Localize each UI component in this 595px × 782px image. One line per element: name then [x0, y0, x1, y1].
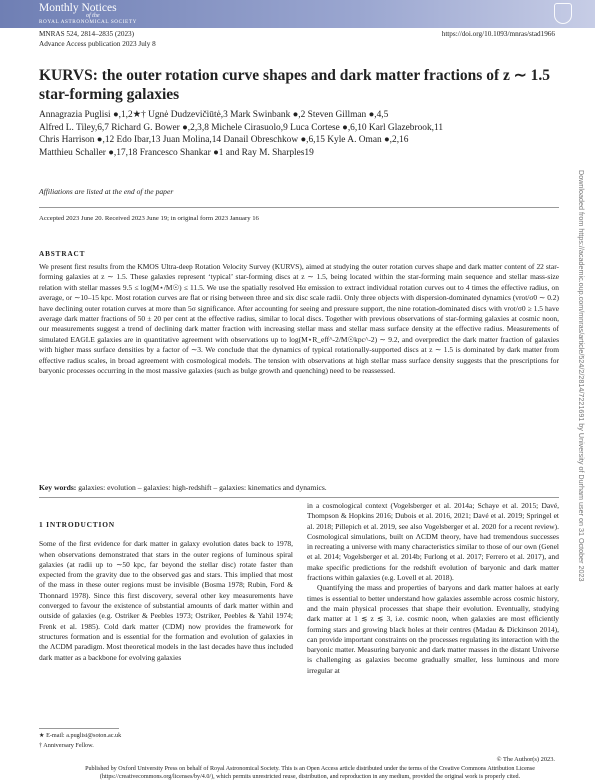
intro-paragraph: Quantifying the mass and properties of baryons and dark matter haloes at early times is essential to better understand how galaxies assemble across cosmic history, and the main physical processes that shape their evolution. Eventually, studying dark matter at 1 ≲ z ≲ 3, i.e. cosmic noon, when galaxies are most efficiently forming stars and growing black holes at their centres (Madau & Dickinson 2014), can provide important constraints on the processes regulating its interaction with the baryonic matter. Measuring baryonic and dark matter masses in the distant Universe is challenging as galaxies become gradually smaller, less luminous and more irregular at: [307, 583, 559, 675]
author-list: [39, 109, 569, 159]
dates-line: Accepted 2023 June 20. Received 2023 June 19; in original form 2023 January 16: [39, 215, 259, 222]
intro-paragraph: Some of the first evidence for dark matter in galaxy evolution dates back to 1978, when observations demonstrated that stars in the outer regions of luminous spiral galaxies (at radii up to ∼50 kpc, far beyond the stellar disc) rotate faster than expected from the gravity due to the observed gas and stars. This implied that most of the mass in these outer regions must be invisible (Bosma 1978; Rubin, Ford & Thonnard 1978). Since this first discovery, several other key measurements have converged to favour the existence of substantial amounts of dark matter within and outside of galaxies (e.g. Ostriker & Peebles 1973; Ostriker, Peebles & Yahil 1974; Frenk et al. 1985). Cold dark matter (CDM) now provides the framework for structures formation and is essential for the formation and evolution of galaxies in the ΛCDM paradigm. Most theoretical models in the last decades have thus included dark matter as a backbone for evolving galaxies: [39, 539, 293, 662]
society-crest-icon: [554, 3, 572, 24]
copyright: © The Author(s) 2023.: [496, 756, 555, 763]
download-sidebar: [577, 170, 587, 765]
abstract-text: We present first results from the KMOS Ultra-deep Rotation Velocity Survey (KURVS), aimed at studying the outer rotation curves shape and dark matter content of 22 star-forming galaxies at z ∼ 1.5. These galaxies represent ‘typical’ star-forming discs at z ∼ 1.5, being located within the star-forming main sequence and stellar mass-size relation with stellar masses 9.5 ≤ log(M⋆/M☉) ≤ 11.5. We use the spatially resolved Hα emission to extract individual rotation curves out to 4 times the effective radius, on average, or ∼10–15 kpc. Most rotation curves are flat or rising between three and six disc scale radii. Only three objects with dispersion-dominated dynamics (vrot/σ0 ∼ 0.2) have declining outer rotation curves at more than 5σ significance. After accounting for seeing and pressure support, the nine rotation-dominated discs with vrot/σ0 ≥ 1.5 have average dark matter fractions of 50 ± 20 per cent at the effective radius, similar to local discs. Together with previous observations of star-forming galaxies at cosmic noon, our measurements suggest a trend of declining dark matter fraction with increasing stellar mass and stellar mass surface density at the effective radius. Measurements of simulated EAGLE galaxies are in quantitative agreement with observations up to log(M⋆R_eff^-2/M☉kpc^-2) ∼ 9.2, and overpredict the dark matter fraction of galaxies with higher mass surface densities by a factor of ∼3. We conclude that the dynamics of typical rotationally-supported discs at z ∼ 1.5 is dominated by dark matter from effective radius scales, in broad agreement with cosmological models. The tension with observations at high stellar mass surface density suggests that the prescriptions for baryonic processes occurring in the most massive galaxies (such as bulge growth and quenching) need to be reassessed.: [39, 262, 559, 376]
footnote-fellow: † Anniversary Fellow.: [39, 742, 94, 749]
section-heading: 1 INTRODUCTION: [39, 520, 115, 529]
download-note: Downloaded from https://academic.oup.com/mnras/article/524/2/2814/7221691 by University of Durham user on 31 October 2023: [577, 170, 586, 582]
journal-of: of the: [86, 13, 100, 19]
advance-access: Advance Access publication 2023 July 8: [39, 40, 156, 48]
column-left: [39, 520, 293, 663]
journal-banner: [0, 0, 595, 28]
footnote-email[interactable]: ★ E-mail: a.puglisi@soton.ac.uk: [39, 732, 122, 739]
affiliations-note: Affiliations are listed at the end of the paper: [39, 187, 174, 196]
author-line: Matthieu Schaller ●,17,18 Francesco Shankar ●1 and Ray M. Sharples19: [39, 147, 314, 158]
keywords: [39, 483, 327, 492]
doi-link[interactable]: https://doi.org/10.1093/mnras/stad1966: [441, 30, 555, 38]
author-line: Annagrazia Puglisi ●,1,2★† Ugnė Dudzevičiūtė,3 Mark Swinbank ●,2 Steven Gillman ●,4,5: [39, 110, 389, 120]
keywords-label: Key words:: [39, 483, 77, 492]
column-right: [307, 501, 559, 676]
author-line: Alfred L. Tiley,6,7 Richard G. Bower ●,2,3,8 Michele Cirasuolo,9 Luca Cortese ●,6,10 Karl Glazebrook,11: [39, 122, 444, 133]
divider: [39, 497, 559, 498]
paper-title: KURVS: the outer rotation curve shapes and dark matter fractions of z ∼ 1.5 star-forming galaxies: [39, 67, 550, 103]
license-footer: Published by Oxford University Press on behalf of Royal Astronomical Society. This is an Open Access article distributed under the terms of the Creative Commons Attribution License (https://creativecommons.org/licenses/by/4.0/), which permits unrestricted reuse, distribution, and reproduction in any medium, provided the original work is properly cited.: [85, 766, 535, 781]
society-name: ROYAL ASTRONOMICAL SOCIETY: [39, 19, 137, 25]
author-line: Chris Harrison ●,12 Edo Ibar,13 Juan Molina,14 Danail Obreschkow ●,6,15 Kyle A. Oman ●,2,16: [39, 135, 409, 145]
abstract-heading: ABSTRACT: [39, 250, 86, 258]
citation: MNRAS 524, 2814–2835 (2023): [39, 30, 135, 38]
journal-name: Monthly Notices: [39, 2, 117, 14]
keywords-text: galaxies: evolution – galaxies: high-redshift – galaxies: kinematics and dynamics.: [78, 483, 327, 492]
footnote-divider: [39, 728, 119, 729]
intro-paragraph: in a cosmological context (Vogelsberger et al. 2014a; Schaye et al. 2015; Davé, Thompson & Hopkins 2016; Dubois et al. 2016, 2021; Davé et al. 2019; Springel et al. 2018; Pillepich et al. 2019, see also Vogelsberger et al. 2020 for a recent review). Cosmological simulations, built on ΛCDM theory, have had tremendous successes in recreating a universe with many characteristics similar to those of our own (Genel et al. 2014; Vogelsberger et al. 2014b; Furlong et al. 2017; Ferrero et al. 2017), and make specific predictions for the redshift evolution of baryonic and dark matter fractions within galaxies (e.g. Lovell et al. 2018).: [307, 501, 559, 583]
divider: [39, 207, 559, 208]
